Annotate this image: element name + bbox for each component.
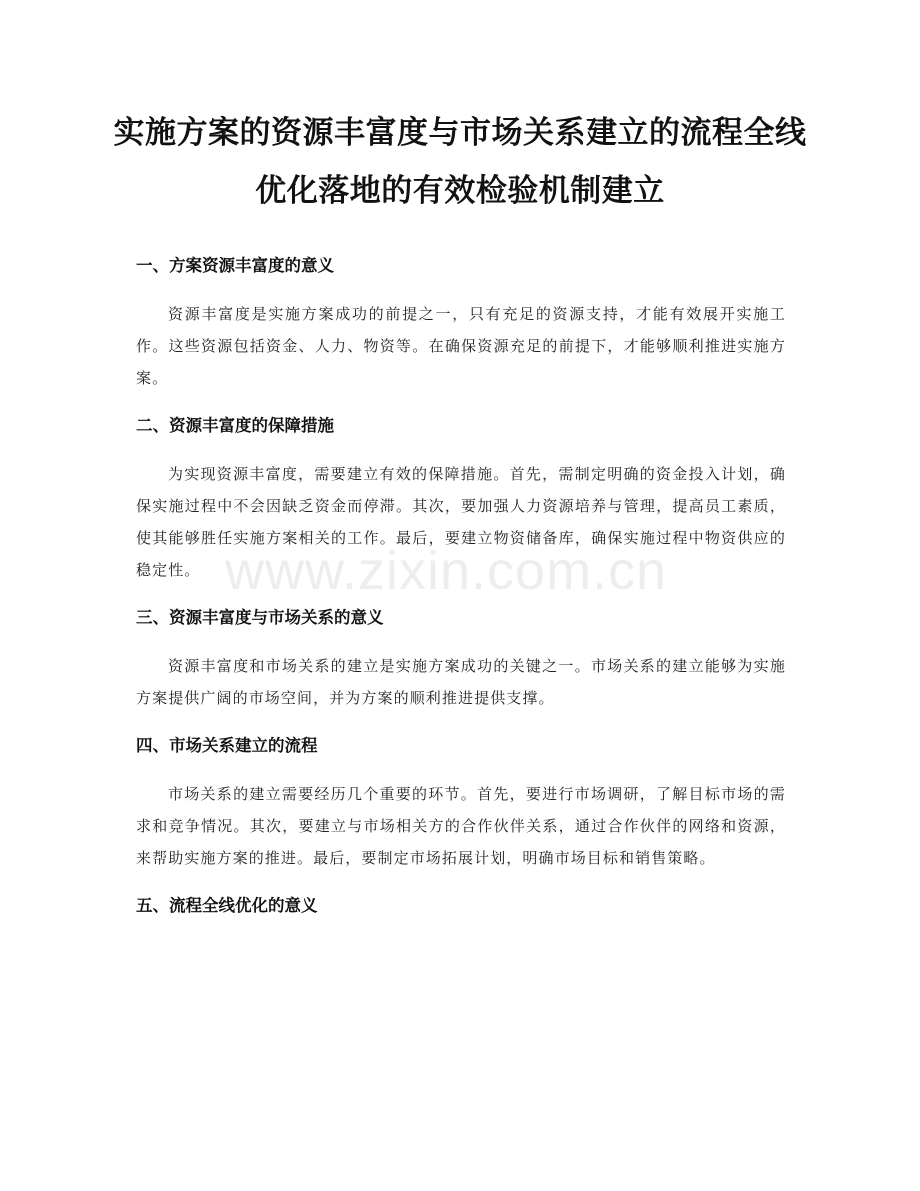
section-1 (136, 250, 786, 394)
section-3 (136, 602, 786, 714)
section-heading: 三、资源丰富度与市场关系的意义 (136, 608, 384, 627)
section-heading: 五、流程全线优化的意义 (136, 896, 318, 915)
section-paragraph: 市场关系的建立需要经历几个重要的环节。首先，要进行市场调研，了解目标市场的需求和竞争情况。其次，要建立与市场相关方的合作伙伴关系，通过合作伙伴的网络和资源，来帮助实施方案的推进。最后，要制定市场拓展计划，明确市场目标和销售策略。 (136, 785, 786, 867)
section-heading: 一、方案资源丰富度的意义 (136, 256, 334, 275)
section-paragraph: 资源丰富度是实施方案成功的前提之一，只有充足的资源支持，才能有效展开实施工作。这些资源包括资金、人力、物资等。在确保资源充足的前提下，才能够顺利推进实施方案。 (136, 305, 786, 387)
section-paragraph: 资源丰富度和市场关系的建立是实施方案成功的关键之一。市场关系的建立能够为实施方案提供广阔的市场空间，并为方案的顺利推进提供支撑。 (136, 657, 786, 707)
document-title: 实施方案的资源丰富度与市场关系建立的流程全线优化落地的有效检验机制建立 (113, 115, 807, 209)
section-5 (136, 890, 786, 922)
section-heading: 四、市场关系建立的流程 (136, 736, 318, 755)
section-4 (136, 730, 786, 874)
section-heading: 二、资源丰富度的保障措施 (136, 416, 334, 435)
section-2 (136, 410, 786, 586)
section-paragraph: 为实现资源丰富度，需要建立有效的保障措施。首先，需制定明确的资金投入计划，确保实施过程中不会因缺乏资金而停滞。其次，要加强人力资源培养与管理，提高员工素质，使其能够胜任实施方案相关的工作。最后，要建立物资储备库，确保实施过程中物资供应的稳定性。 (136, 465, 786, 579)
watermark: www.zixin.com.cn (225, 541, 668, 601)
document-content (136, 250, 786, 922)
